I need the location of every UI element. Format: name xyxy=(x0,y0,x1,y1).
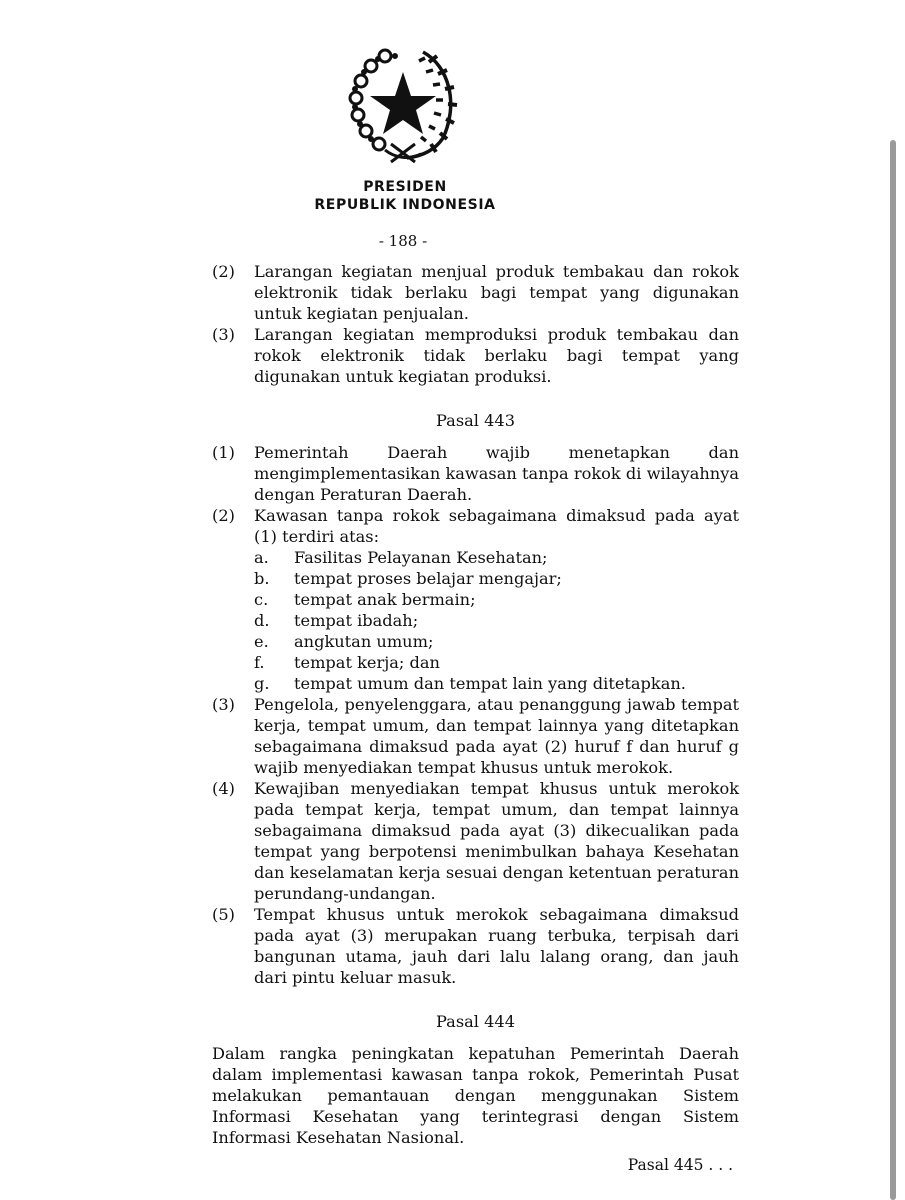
sub-item xyxy=(254,631,739,652)
list-item xyxy=(212,261,739,324)
item-number: (2) xyxy=(212,262,235,281)
item-text: Pemerintah Daerah wajib menetapkan dan mengimplementasikan kawasan tanpa rokok di wilayahnya dengan Peraturan Daerah. xyxy=(254,443,739,504)
list-item xyxy=(212,505,739,694)
sub-item xyxy=(254,547,739,568)
sub-letter: b. xyxy=(254,569,270,588)
item-text: Larangan kegiatan menjual produk tembakau dan rokok elektronik tidak berlaku bagi tempat yang digunakan untuk kegiatan penjualan. xyxy=(254,262,739,323)
paragraph: Dalam rangka peningkatan kepatuhan Pemerintah Daerah dalam implementasi kawasan tanpa rokok, Pemerintah Pusat melakukan pemantauan dengan menggunakan Sistem Informasi Kesehatan yang terintegrasi dengan Sistem Informasi Kesehatan Nasional. xyxy=(212,1044,739,1147)
sub-text: Fasilitas Pelayanan Kesehatan; xyxy=(294,548,548,567)
item-number: (3) xyxy=(212,695,235,714)
sub-letter: c. xyxy=(254,590,269,609)
sub-text: angkutan umum; xyxy=(294,632,434,651)
item-number: (4) xyxy=(212,779,235,798)
sub-text: tempat kerja; dan xyxy=(294,653,440,672)
header-republik-indonesia: REPUBLIK INDONESIA xyxy=(314,197,496,213)
header-president: PRESIDEN xyxy=(363,179,447,195)
item-number: (5) xyxy=(212,905,235,924)
sub-text: tempat proses belajar mengajar; xyxy=(294,569,562,588)
document-body xyxy=(212,261,739,1148)
sub-letter: e. xyxy=(254,632,269,651)
item-text: Kawasan tanpa rokok sebagaimana dimaksud pada ayat (1) terdiri atas: xyxy=(254,506,739,546)
list-item xyxy=(212,904,739,988)
item-text: Kewajiban menyediakan tempat khusus untuk merokok pada tempat kerja, tempat umum, dan tempat lainnya sebagaimana dimaksud pada ayat (3) dikecualikan pada tempat yang berpotensi menimbulkan bahaya Kesehatan dan keselamatan kerja sesuai dengan ketentuan peraturan perundang-undangan. xyxy=(254,779,739,903)
sub-item xyxy=(254,568,739,589)
item-number: (2) xyxy=(212,506,235,525)
sub-text: tempat anak bermain; xyxy=(294,590,476,609)
item-number: (3) xyxy=(212,325,235,344)
sub-letter: f. xyxy=(254,653,265,672)
sub-letter: g. xyxy=(254,674,270,693)
sub-item xyxy=(254,673,739,694)
sub-item xyxy=(254,610,739,631)
next-page-reference: Pasal 445 . . . xyxy=(627,1156,733,1174)
item-text: Tempat khusus untuk merokok sebagaimana dimaksud pada ayat (3) merupakan ruang terbuka, terpisah dari bangunan utama, jauh dari lalu lalang orang, dan jauh dari pintu keluar masuk. xyxy=(254,905,739,987)
item-text: Larangan kegiatan memproduksi produk tembakau dan rokok elektronik tidak berlaku bagi tempat yang digunakan untuk kegiatan produksi. xyxy=(254,325,739,386)
sub-text: tempat umum dan tempat lain yang ditetapkan. xyxy=(294,674,686,693)
list-item xyxy=(212,778,739,904)
sub-item xyxy=(254,652,739,673)
item-text: Pengelola, penyelenggara, atau penanggung jawab tempat kerja, tempat umum, dan tempat lainnya yang ditetapkan sebagaimana dimaksud pada ayat (2) huruf f dan huruf g wajib menyediakan tempat khusus untuk merokok. xyxy=(254,695,739,777)
page-number: - 188 - xyxy=(378,232,428,250)
sub-item xyxy=(254,589,739,610)
item-number: (1) xyxy=(212,443,235,462)
sub-letter: d. xyxy=(254,611,270,630)
sub-letter: a. xyxy=(254,548,269,567)
list-item xyxy=(212,324,739,387)
sub-text: tempat ibadah; xyxy=(294,611,419,630)
section-title-pasal-444: Pasal 444 xyxy=(436,1012,515,1031)
section-title-pasal-443: Pasal 443 xyxy=(436,411,515,430)
sub-list xyxy=(254,547,739,694)
garuda-star-emblem xyxy=(345,44,463,166)
scrollbar[interactable] xyxy=(890,140,896,1200)
list-item xyxy=(212,694,739,778)
list-item xyxy=(212,442,739,505)
